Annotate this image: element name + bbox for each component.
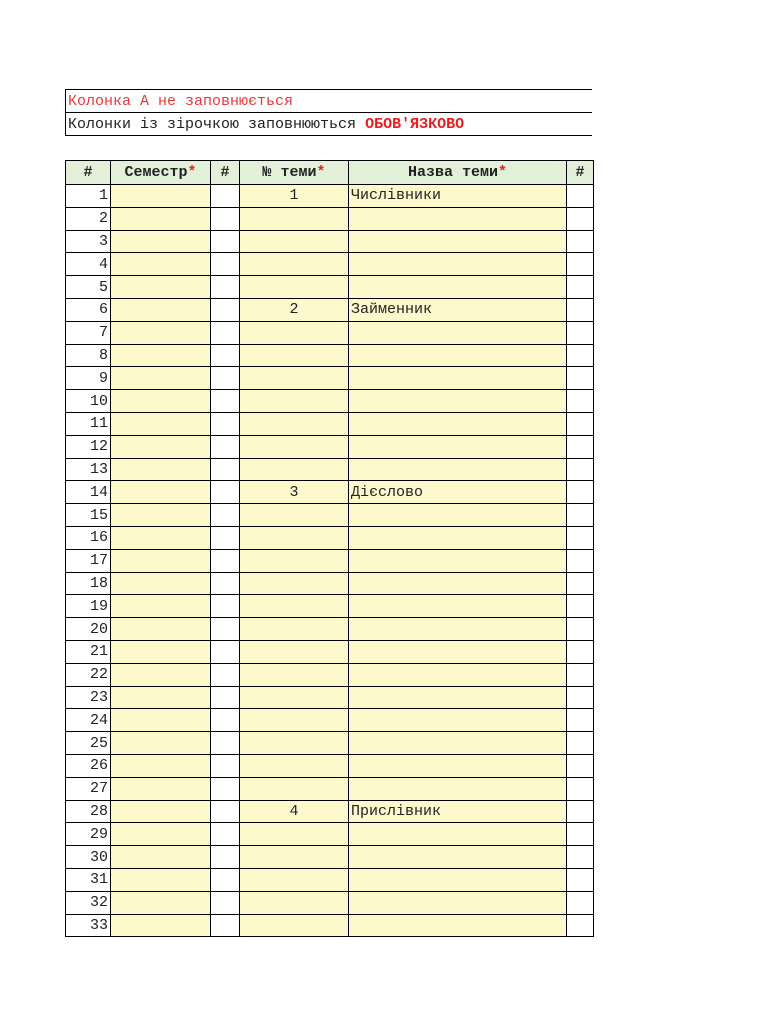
col-f-cell[interactable] bbox=[567, 754, 594, 777]
semester-cell[interactable] bbox=[111, 595, 211, 618]
topic-number-cell[interactable] bbox=[240, 686, 349, 709]
col-f-cell[interactable] bbox=[567, 549, 594, 572]
table-row bbox=[66, 618, 594, 641]
row-number-cell[interactable]: 8 bbox=[66, 344, 111, 367]
col-c-cell[interactable] bbox=[211, 549, 240, 572]
topic-number-cell[interactable] bbox=[240, 549, 349, 572]
col-f-cell[interactable] bbox=[567, 458, 594, 481]
semester-cell[interactable] bbox=[111, 412, 211, 435]
table-row bbox=[66, 185, 594, 208]
semester-cell[interactable] bbox=[111, 663, 211, 686]
col-c-cell[interactable] bbox=[211, 344, 240, 367]
row-number-cell[interactable]: 1 bbox=[66, 185, 111, 208]
required-star: * bbox=[498, 164, 508, 181]
semester-cell[interactable] bbox=[111, 777, 211, 800]
topic-number-cell[interactable] bbox=[240, 777, 349, 800]
topic-name-cell[interactable]: Прислівник bbox=[349, 800, 567, 823]
row-number-cell[interactable]: 28 bbox=[66, 800, 111, 823]
topic-number-cell[interactable]: 4 bbox=[240, 800, 349, 823]
table-row bbox=[66, 344, 594, 367]
col-f-cell[interactable] bbox=[567, 253, 594, 276]
table-row bbox=[66, 390, 594, 413]
table-row bbox=[66, 754, 594, 777]
table-row bbox=[66, 504, 594, 527]
header-topic-name[interactable] bbox=[349, 161, 567, 185]
row-number-cell[interactable]: 3 bbox=[66, 230, 111, 253]
topic-name-cell[interactable] bbox=[349, 321, 567, 344]
topic-number-cell[interactable] bbox=[240, 230, 349, 253]
topic-number-cell[interactable]: 1 bbox=[240, 185, 349, 208]
table-row bbox=[66, 663, 594, 686]
row-number-cell[interactable]: 19 bbox=[66, 595, 111, 618]
instruction-required-text: Колонки із зірочкою заповнюються bbox=[68, 115, 366, 133]
table-row bbox=[66, 709, 594, 732]
topic-number-cell[interactable] bbox=[240, 207, 349, 230]
instruction-required-note bbox=[66, 113, 593, 136]
topic-name-cell[interactable] bbox=[349, 823, 567, 846]
col-c-cell[interactable] bbox=[211, 435, 240, 458]
topic-name-cell[interactable] bbox=[349, 367, 567, 390]
col-f-cell[interactable] bbox=[567, 504, 594, 527]
col-f-cell[interactable] bbox=[567, 891, 594, 914]
table-row bbox=[66, 367, 594, 390]
row-number-cell[interactable]: 5 bbox=[66, 276, 111, 299]
col-c-cell[interactable] bbox=[211, 458, 240, 481]
topic-number-cell[interactable] bbox=[240, 709, 349, 732]
table-row bbox=[66, 207, 594, 230]
topic-name-cell[interactable] bbox=[349, 891, 567, 914]
row-number-cell[interactable]: 10 bbox=[66, 390, 111, 413]
table-row bbox=[66, 823, 594, 846]
topic-number-cell[interactable] bbox=[240, 504, 349, 527]
col-f-cell[interactable] bbox=[567, 686, 594, 709]
topic-name-cell[interactable] bbox=[349, 458, 567, 481]
table-row bbox=[66, 321, 594, 344]
col-c-cell[interactable] bbox=[211, 777, 240, 800]
table-row bbox=[66, 230, 594, 253]
topic-number-cell[interactable] bbox=[240, 572, 349, 595]
topic-name-cell[interactable] bbox=[349, 207, 567, 230]
col-f-cell[interactable] bbox=[567, 823, 594, 846]
semester-cell[interactable] bbox=[111, 344, 211, 367]
row-number-cell[interactable]: 18 bbox=[66, 572, 111, 595]
topic-number-cell[interactable] bbox=[240, 412, 349, 435]
topic-number-cell[interactable] bbox=[240, 344, 349, 367]
topic-name-cell[interactable] bbox=[349, 686, 567, 709]
semester-cell[interactable] bbox=[111, 481, 211, 504]
topic-number-cell[interactable] bbox=[240, 618, 349, 641]
semester-cell[interactable] bbox=[111, 823, 211, 846]
semester-cell[interactable] bbox=[111, 709, 211, 732]
row-number-cell[interactable]: 2 bbox=[66, 207, 111, 230]
header-row bbox=[66, 161, 594, 185]
topic-number-cell[interactable] bbox=[240, 868, 349, 891]
semester-cell[interactable] bbox=[111, 367, 211, 390]
topic-name-cell[interactable]: Дієслово bbox=[349, 481, 567, 504]
col-f-cell[interactable] bbox=[567, 367, 594, 390]
semester-cell[interactable] bbox=[111, 390, 211, 413]
col-c-cell[interactable] bbox=[211, 230, 240, 253]
table-row bbox=[66, 572, 594, 595]
col-c-cell[interactable] bbox=[211, 823, 240, 846]
topic-number-cell[interactable] bbox=[240, 846, 349, 869]
col-f-cell[interactable] bbox=[567, 321, 594, 344]
topic-name-cell[interactable] bbox=[349, 754, 567, 777]
row-number-cell[interactable]: 14 bbox=[66, 481, 111, 504]
semester-cell[interactable] bbox=[111, 230, 211, 253]
col-c-cell[interactable] bbox=[211, 914, 240, 937]
table-row bbox=[66, 891, 594, 914]
topic-name-cell[interactable] bbox=[349, 390, 567, 413]
topic-number-cell[interactable]: 3 bbox=[240, 481, 349, 504]
row-number-cell[interactable]: 16 bbox=[66, 526, 111, 549]
col-c-cell[interactable] bbox=[211, 754, 240, 777]
topic-number-cell[interactable] bbox=[240, 663, 349, 686]
col-c-cell[interactable] bbox=[211, 504, 240, 527]
topic-number-cell[interactable] bbox=[240, 640, 349, 663]
col-c-cell[interactable] bbox=[211, 298, 240, 321]
topic-number-cell[interactable] bbox=[240, 276, 349, 299]
col-f-cell[interactable] bbox=[567, 298, 594, 321]
table-row bbox=[66, 549, 594, 572]
table-row bbox=[66, 526, 594, 549]
row-number-cell[interactable]: 17 bbox=[66, 549, 111, 572]
col-c-cell[interactable] bbox=[211, 253, 240, 276]
col-c-cell[interactable] bbox=[211, 481, 240, 504]
topic-number-cell[interactable] bbox=[240, 754, 349, 777]
topic-name-cell[interactable] bbox=[349, 618, 567, 641]
col-c-cell[interactable] bbox=[211, 367, 240, 390]
table-row bbox=[66, 732, 594, 755]
header-col-c[interactable]: # bbox=[211, 161, 240, 185]
semester-cell[interactable] bbox=[111, 253, 211, 276]
topic-name-cell[interactable] bbox=[349, 253, 567, 276]
topic-name-cell[interactable] bbox=[349, 777, 567, 800]
table-row bbox=[66, 846, 594, 869]
row-number-cell[interactable]: 6 bbox=[66, 298, 111, 321]
col-f-cell[interactable] bbox=[567, 595, 594, 618]
header-topic-number[interactable] bbox=[240, 161, 349, 185]
semester-cell[interactable] bbox=[111, 526, 211, 549]
table-row bbox=[66, 253, 594, 276]
row-number-cell[interactable]: 29 bbox=[66, 823, 111, 846]
table-row bbox=[66, 868, 594, 891]
col-f-cell[interactable] bbox=[567, 185, 594, 208]
col-f-cell[interactable] bbox=[567, 526, 594, 549]
topic-name-cell[interactable] bbox=[349, 549, 567, 572]
row-number-cell[interactable]: 21 bbox=[66, 640, 111, 663]
topic-number-cell[interactable] bbox=[240, 732, 349, 755]
col-c-cell[interactable] bbox=[211, 321, 240, 344]
col-c-cell[interactable] bbox=[211, 618, 240, 641]
col-f-cell[interactable] bbox=[567, 435, 594, 458]
row-number-cell[interactable]: 20 bbox=[66, 618, 111, 641]
semester-cell[interactable] bbox=[111, 846, 211, 869]
topic-number-cell[interactable]: 2 bbox=[240, 298, 349, 321]
table-row bbox=[66, 914, 594, 937]
topic-number-cell[interactable] bbox=[240, 321, 349, 344]
topic-number-cell[interactable] bbox=[240, 458, 349, 481]
topic-number-cell[interactable] bbox=[240, 435, 349, 458]
topic-name-cell[interactable] bbox=[349, 230, 567, 253]
row-number-cell[interactable]: 22 bbox=[66, 663, 111, 686]
topic-name-cell[interactable] bbox=[349, 640, 567, 663]
topic-name-cell[interactable]: Займенник bbox=[349, 298, 567, 321]
instruction-column-a-note: Колонка А не заповнюється bbox=[66, 90, 593, 113]
col-f-cell[interactable] bbox=[567, 914, 594, 937]
topic-name-cell[interactable] bbox=[349, 572, 567, 595]
semester-cell[interactable] bbox=[111, 458, 211, 481]
col-f-cell[interactable] bbox=[567, 777, 594, 800]
col-f-cell[interactable] bbox=[567, 412, 594, 435]
col-f-cell[interactable] bbox=[567, 481, 594, 504]
semester-cell[interactable] bbox=[111, 298, 211, 321]
row-number-cell[interactable]: 25 bbox=[66, 732, 111, 755]
semester-cell[interactable] bbox=[111, 914, 211, 937]
topic-name-cell[interactable]: Числівники bbox=[349, 185, 567, 208]
row-number-cell[interactable]: 4 bbox=[66, 253, 111, 276]
col-f-cell[interactable] bbox=[567, 618, 594, 641]
table-row bbox=[66, 298, 594, 321]
header-topic-name-label: Назва теми bbox=[407, 164, 498, 181]
topic-number-cell[interactable] bbox=[240, 823, 349, 846]
topic-name-cell[interactable] bbox=[349, 526, 567, 549]
semester-cell[interactable] bbox=[111, 868, 211, 891]
semester-cell[interactable] bbox=[111, 800, 211, 823]
row-number-cell[interactable]: 26 bbox=[66, 754, 111, 777]
topic-number-cell[interactable] bbox=[240, 367, 349, 390]
col-f-cell[interactable] bbox=[567, 207, 594, 230]
semester-cell[interactable] bbox=[111, 572, 211, 595]
topic-name-cell[interactable] bbox=[349, 276, 567, 299]
table-row bbox=[66, 412, 594, 435]
semester-cell[interactable] bbox=[111, 276, 211, 299]
col-f-cell[interactable] bbox=[567, 640, 594, 663]
col-f-cell[interactable] bbox=[567, 390, 594, 413]
row-number-cell[interactable]: 24 bbox=[66, 709, 111, 732]
required-star: * bbox=[316, 164, 326, 181]
semester-cell[interactable] bbox=[111, 640, 211, 663]
row-number-cell[interactable]: 12 bbox=[66, 435, 111, 458]
topic-name-cell[interactable] bbox=[349, 663, 567, 686]
row-number-cell[interactable]: 11 bbox=[66, 412, 111, 435]
col-c-cell[interactable] bbox=[211, 185, 240, 208]
semester-cell[interactable] bbox=[111, 686, 211, 709]
row-number-cell[interactable]: 30 bbox=[66, 846, 111, 869]
table-row bbox=[66, 640, 594, 663]
topic-name-cell[interactable] bbox=[349, 595, 567, 618]
topic-name-cell[interactable] bbox=[349, 435, 567, 458]
semester-cell[interactable] bbox=[111, 891, 211, 914]
topic-number-cell[interactable] bbox=[240, 253, 349, 276]
col-c-cell[interactable] bbox=[211, 640, 240, 663]
col-f-cell[interactable] bbox=[567, 572, 594, 595]
col-c-cell[interactable] bbox=[211, 276, 240, 299]
row-number-cell[interactable]: 13 bbox=[66, 458, 111, 481]
topic-name-cell[interactable] bbox=[349, 344, 567, 367]
semester-cell[interactable] bbox=[111, 754, 211, 777]
topic-number-cell[interactable] bbox=[240, 914, 349, 937]
table-row bbox=[66, 595, 594, 618]
col-f-cell[interactable] bbox=[567, 663, 594, 686]
topic-name-cell[interactable] bbox=[349, 504, 567, 527]
topic-number-cell[interactable] bbox=[240, 390, 349, 413]
header-topic-number-label: № теми bbox=[262, 164, 317, 181]
sheet-body bbox=[66, 185, 594, 937]
instruction-row-2 bbox=[66, 113, 593, 136]
col-c-cell[interactable] bbox=[211, 891, 240, 914]
semester-cell[interactable] bbox=[111, 549, 211, 572]
col-f-cell[interactable] bbox=[567, 344, 594, 367]
col-c-cell[interactable] bbox=[211, 207, 240, 230]
semester-cell[interactable] bbox=[111, 207, 211, 230]
table-row bbox=[66, 481, 594, 504]
semester-cell[interactable] bbox=[111, 321, 211, 344]
topic-name-cell[interactable] bbox=[349, 412, 567, 435]
header-col-a[interactable]: # bbox=[66, 161, 111, 185]
row-number-cell[interactable]: 7 bbox=[66, 321, 111, 344]
header-semester[interactable] bbox=[111, 161, 211, 185]
col-f-cell[interactable] bbox=[567, 732, 594, 755]
semester-cell[interactable] bbox=[111, 185, 211, 208]
col-f-cell[interactable] bbox=[567, 276, 594, 299]
semester-cell[interactable] bbox=[111, 435, 211, 458]
row-number-cell[interactable]: 15 bbox=[66, 504, 111, 527]
semester-cell[interactable] bbox=[111, 618, 211, 641]
col-c-cell[interactable] bbox=[211, 595, 240, 618]
col-c-cell[interactable] bbox=[211, 732, 240, 755]
col-f-cell[interactable] bbox=[567, 800, 594, 823]
topic-name-cell[interactable] bbox=[349, 914, 567, 937]
table-row bbox=[66, 777, 594, 800]
row-number-cell[interactable]: 9 bbox=[66, 367, 111, 390]
table-row bbox=[66, 458, 594, 481]
table-row bbox=[66, 800, 594, 823]
col-c-cell[interactable] bbox=[211, 663, 240, 686]
col-c-cell[interactable] bbox=[211, 390, 240, 413]
row-number-cell[interactable]: 32 bbox=[66, 891, 111, 914]
topics-sheet bbox=[65, 160, 594, 937]
semester-cell[interactable] bbox=[111, 504, 211, 527]
topic-number-cell[interactable] bbox=[240, 526, 349, 549]
header-col-f[interactable]: # bbox=[567, 161, 594, 185]
col-f-cell[interactable] bbox=[567, 230, 594, 253]
col-c-cell[interactable] bbox=[211, 526, 240, 549]
col-c-cell[interactable] bbox=[211, 800, 240, 823]
col-c-cell[interactable] bbox=[211, 709, 240, 732]
header-semester-label: Семестр bbox=[124, 164, 188, 181]
topic-name-cell[interactable] bbox=[349, 709, 567, 732]
col-c-cell[interactable] bbox=[211, 846, 240, 869]
col-f-cell[interactable] bbox=[567, 709, 594, 732]
row-number-cell[interactable]: 27 bbox=[66, 777, 111, 800]
row-number-cell[interactable]: 33 bbox=[66, 914, 111, 937]
required-star: * bbox=[187, 164, 197, 181]
col-c-cell[interactable] bbox=[211, 572, 240, 595]
topic-number-cell[interactable] bbox=[240, 595, 349, 618]
row-number-cell[interactable]: 23 bbox=[66, 686, 111, 709]
instructions-box bbox=[65, 89, 592, 136]
col-f-cell[interactable] bbox=[567, 846, 594, 869]
topic-name-cell[interactable] bbox=[349, 868, 567, 891]
table-row bbox=[66, 276, 594, 299]
col-f-cell[interactable] bbox=[567, 868, 594, 891]
topic-name-cell[interactable] bbox=[349, 846, 567, 869]
semester-cell[interactable] bbox=[111, 732, 211, 755]
col-c-cell[interactable] bbox=[211, 686, 240, 709]
topic-number-cell[interactable] bbox=[240, 891, 349, 914]
topic-name-cell[interactable] bbox=[349, 732, 567, 755]
row-number-cell[interactable]: 31 bbox=[66, 868, 111, 891]
instruction-row-1 bbox=[66, 90, 593, 113]
instruction-required-emphasis: ОБОВ'ЯЗКОВО bbox=[365, 115, 465, 133]
col-c-cell[interactable] bbox=[211, 868, 240, 891]
table-row bbox=[66, 686, 594, 709]
table-row bbox=[66, 435, 594, 458]
col-c-cell[interactable] bbox=[211, 412, 240, 435]
